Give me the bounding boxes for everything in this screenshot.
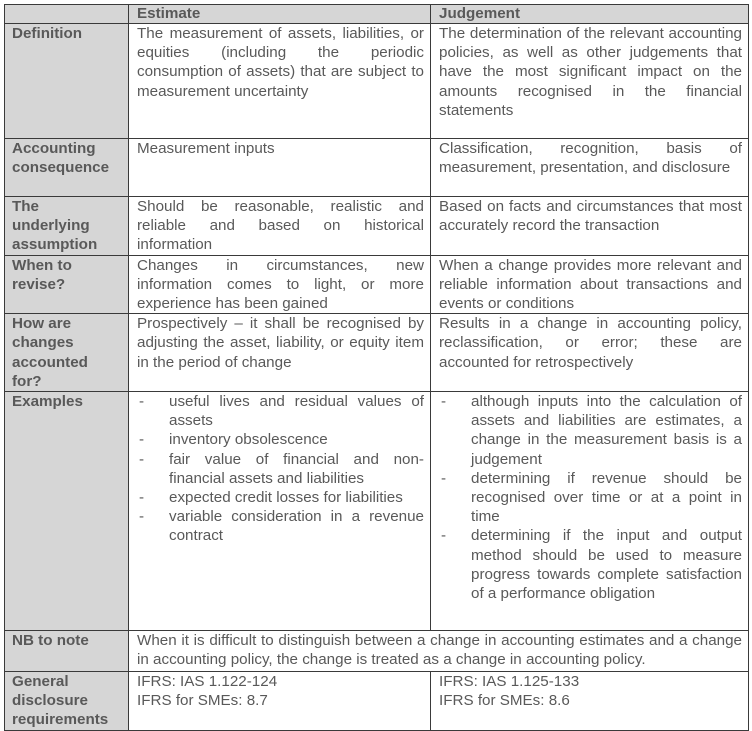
- list-item-text: fair value of financial and non-financial assets and liabilities: [169, 450, 424, 487]
- label-line: underlying: [12, 217, 90, 235]
- examples-judgement: [431, 392, 749, 631]
- list-item: [439, 469, 742, 527]
- list-item: [439, 526, 742, 603]
- row-nb-to-note: [5, 631, 749, 672]
- estimate-judgement-table: [4, 4, 749, 731]
- list-item: [137, 488, 424, 507]
- list-item: [137, 450, 424, 488]
- label-line: The: [12, 198, 40, 215]
- disclosure-ref: IFRS: IAS 1.125-133: [439, 673, 580, 691]
- row-label-when-to-revise: [5, 255, 129, 314]
- disclosure-ref: IFRS for SMEs: 8.7: [137, 692, 268, 710]
- disclosure-ref: IFRS for SMEs: 8.6: [439, 692, 570, 710]
- underlying-assumption-judgement: Based on facts and circumstances that most accurately record the transaction: [431, 197, 749, 256]
- label-line: assumption: [12, 236, 98, 254]
- accounting-consequence-judgement: Classification, recognition, basis of measurement, presentation, and disclosure: [431, 139, 749, 197]
- row-how-accounted: [5, 314, 749, 392]
- list-item-text: expected credit losses for liabilities: [169, 489, 403, 507]
- row-label-definition: Definition: [5, 24, 129, 139]
- accounting-consequence-estimate: Measurement inputs: [129, 139, 431, 197]
- dash-bullet: -: [441, 469, 447, 487]
- dash-bullet: -: [139, 431, 145, 449]
- dash-bullet: -: [441, 393, 447, 411]
- general-disclosure-judgement: [431, 672, 749, 731]
- list-item: [439, 392, 742, 469]
- row-label-examples: Examples: [5, 392, 129, 631]
- dash-bullet: -: [139, 489, 145, 507]
- label-line: revise?: [12, 275, 66, 293]
- label-line: requirements: [12, 711, 109, 729]
- how-accounted-estimate: Prospectively – it shall be recognised by adjusting the asset, liability, or equity item in the period of change: [129, 314, 431, 392]
- row-label-accounting-consequence: Accounting consequence: [5, 139, 129, 197]
- label-line: accounted: [12, 353, 88, 371]
- row-accounting-consequence: [5, 139, 749, 197]
- nb-to-note-text: When it is difficult to distinguish between a change in accounting estimates and a change in accounting policy, the change is treated as a change in accounting policy.: [129, 631, 749, 672]
- dash-bullet: -: [441, 527, 447, 545]
- definition-judgement: The determination of the relevant accounting policies, as well as other judgements that have the most significant impact on the amounts recognised in the financial statements: [431, 24, 749, 139]
- dash-bullet: -: [139, 508, 145, 526]
- dash-bullet: -: [139, 393, 145, 411]
- label-line: How are: [12, 315, 72, 333]
- header-estimate: Estimate: [129, 5, 431, 24]
- list-item-text: determining if the input and output method should be used to measure progress towards complete satisfaction of a performance obligation: [471, 527, 742, 603]
- dash-bullet: -: [139, 450, 145, 468]
- list-item-text: variable consideration in a revenue contract: [169, 508, 424, 545]
- row-label-nb-to-note: NB to note: [5, 631, 129, 672]
- label-line: disclosure: [12, 692, 88, 710]
- label-line: General: [12, 673, 69, 691]
- row-when-to-revise: [5, 255, 749, 314]
- header-judgement: Judgement: [431, 5, 749, 24]
- label-line: for?: [12, 372, 42, 390]
- header-row: [5, 5, 749, 24]
- row-label-general-disclosure: [5, 672, 129, 731]
- list-item-text: determining if revenue should be recognised over time or at a point in time: [471, 469, 742, 526]
- list-item: [137, 392, 424, 430]
- underlying-assumption-estimate: Should be reasonable, realistic and reliable and based on historical information: [129, 197, 431, 256]
- label-line: changes: [12, 334, 74, 352]
- list-item-text: inventory obsolescence: [169, 431, 328, 449]
- how-accounted-judgement: Results in a change in accounting policy, reclassification, or error; these are accounted for retrospectively: [431, 314, 749, 392]
- row-definition: [5, 24, 749, 139]
- estimate-examples-list: [137, 392, 424, 546]
- disclosure-ref: IFRS: IAS 1.122-124: [137, 673, 278, 691]
- row-label-how-accounted: [5, 314, 129, 392]
- row-label-underlying-assumption: [5, 197, 129, 256]
- list-item: [137, 507, 424, 545]
- judgement-examples-list: [439, 392, 742, 603]
- list-item-text: useful lives and residual values of assets: [169, 393, 424, 430]
- when-to-revise-estimate: Changes in circumstances, new information comes to light, or more experience has been gained: [129, 255, 431, 314]
- header-blank: [5, 5, 129, 24]
- row-examples: [5, 392, 749, 631]
- label-line: When to: [12, 256, 72, 274]
- row-underlying-assumption: [5, 197, 749, 256]
- list-item: [137, 430, 424, 449]
- row-general-disclosure: [5, 672, 749, 731]
- when-to-revise-judgement: When a change provides more relevant and reliable information about transactions and events or conditions: [431, 255, 749, 314]
- definition-estimate: The measurement of assets, liabilities, or equities (including the periodic consumption of assets) that are subject to measurement uncertainty: [129, 24, 431, 139]
- list-item-text: although inputs into the calculation of assets and liabilities are estimates, a change in the measurement basis is a judgement: [471, 393, 742, 468]
- examples-estimate: [129, 392, 431, 631]
- general-disclosure-estimate: [129, 672, 431, 731]
